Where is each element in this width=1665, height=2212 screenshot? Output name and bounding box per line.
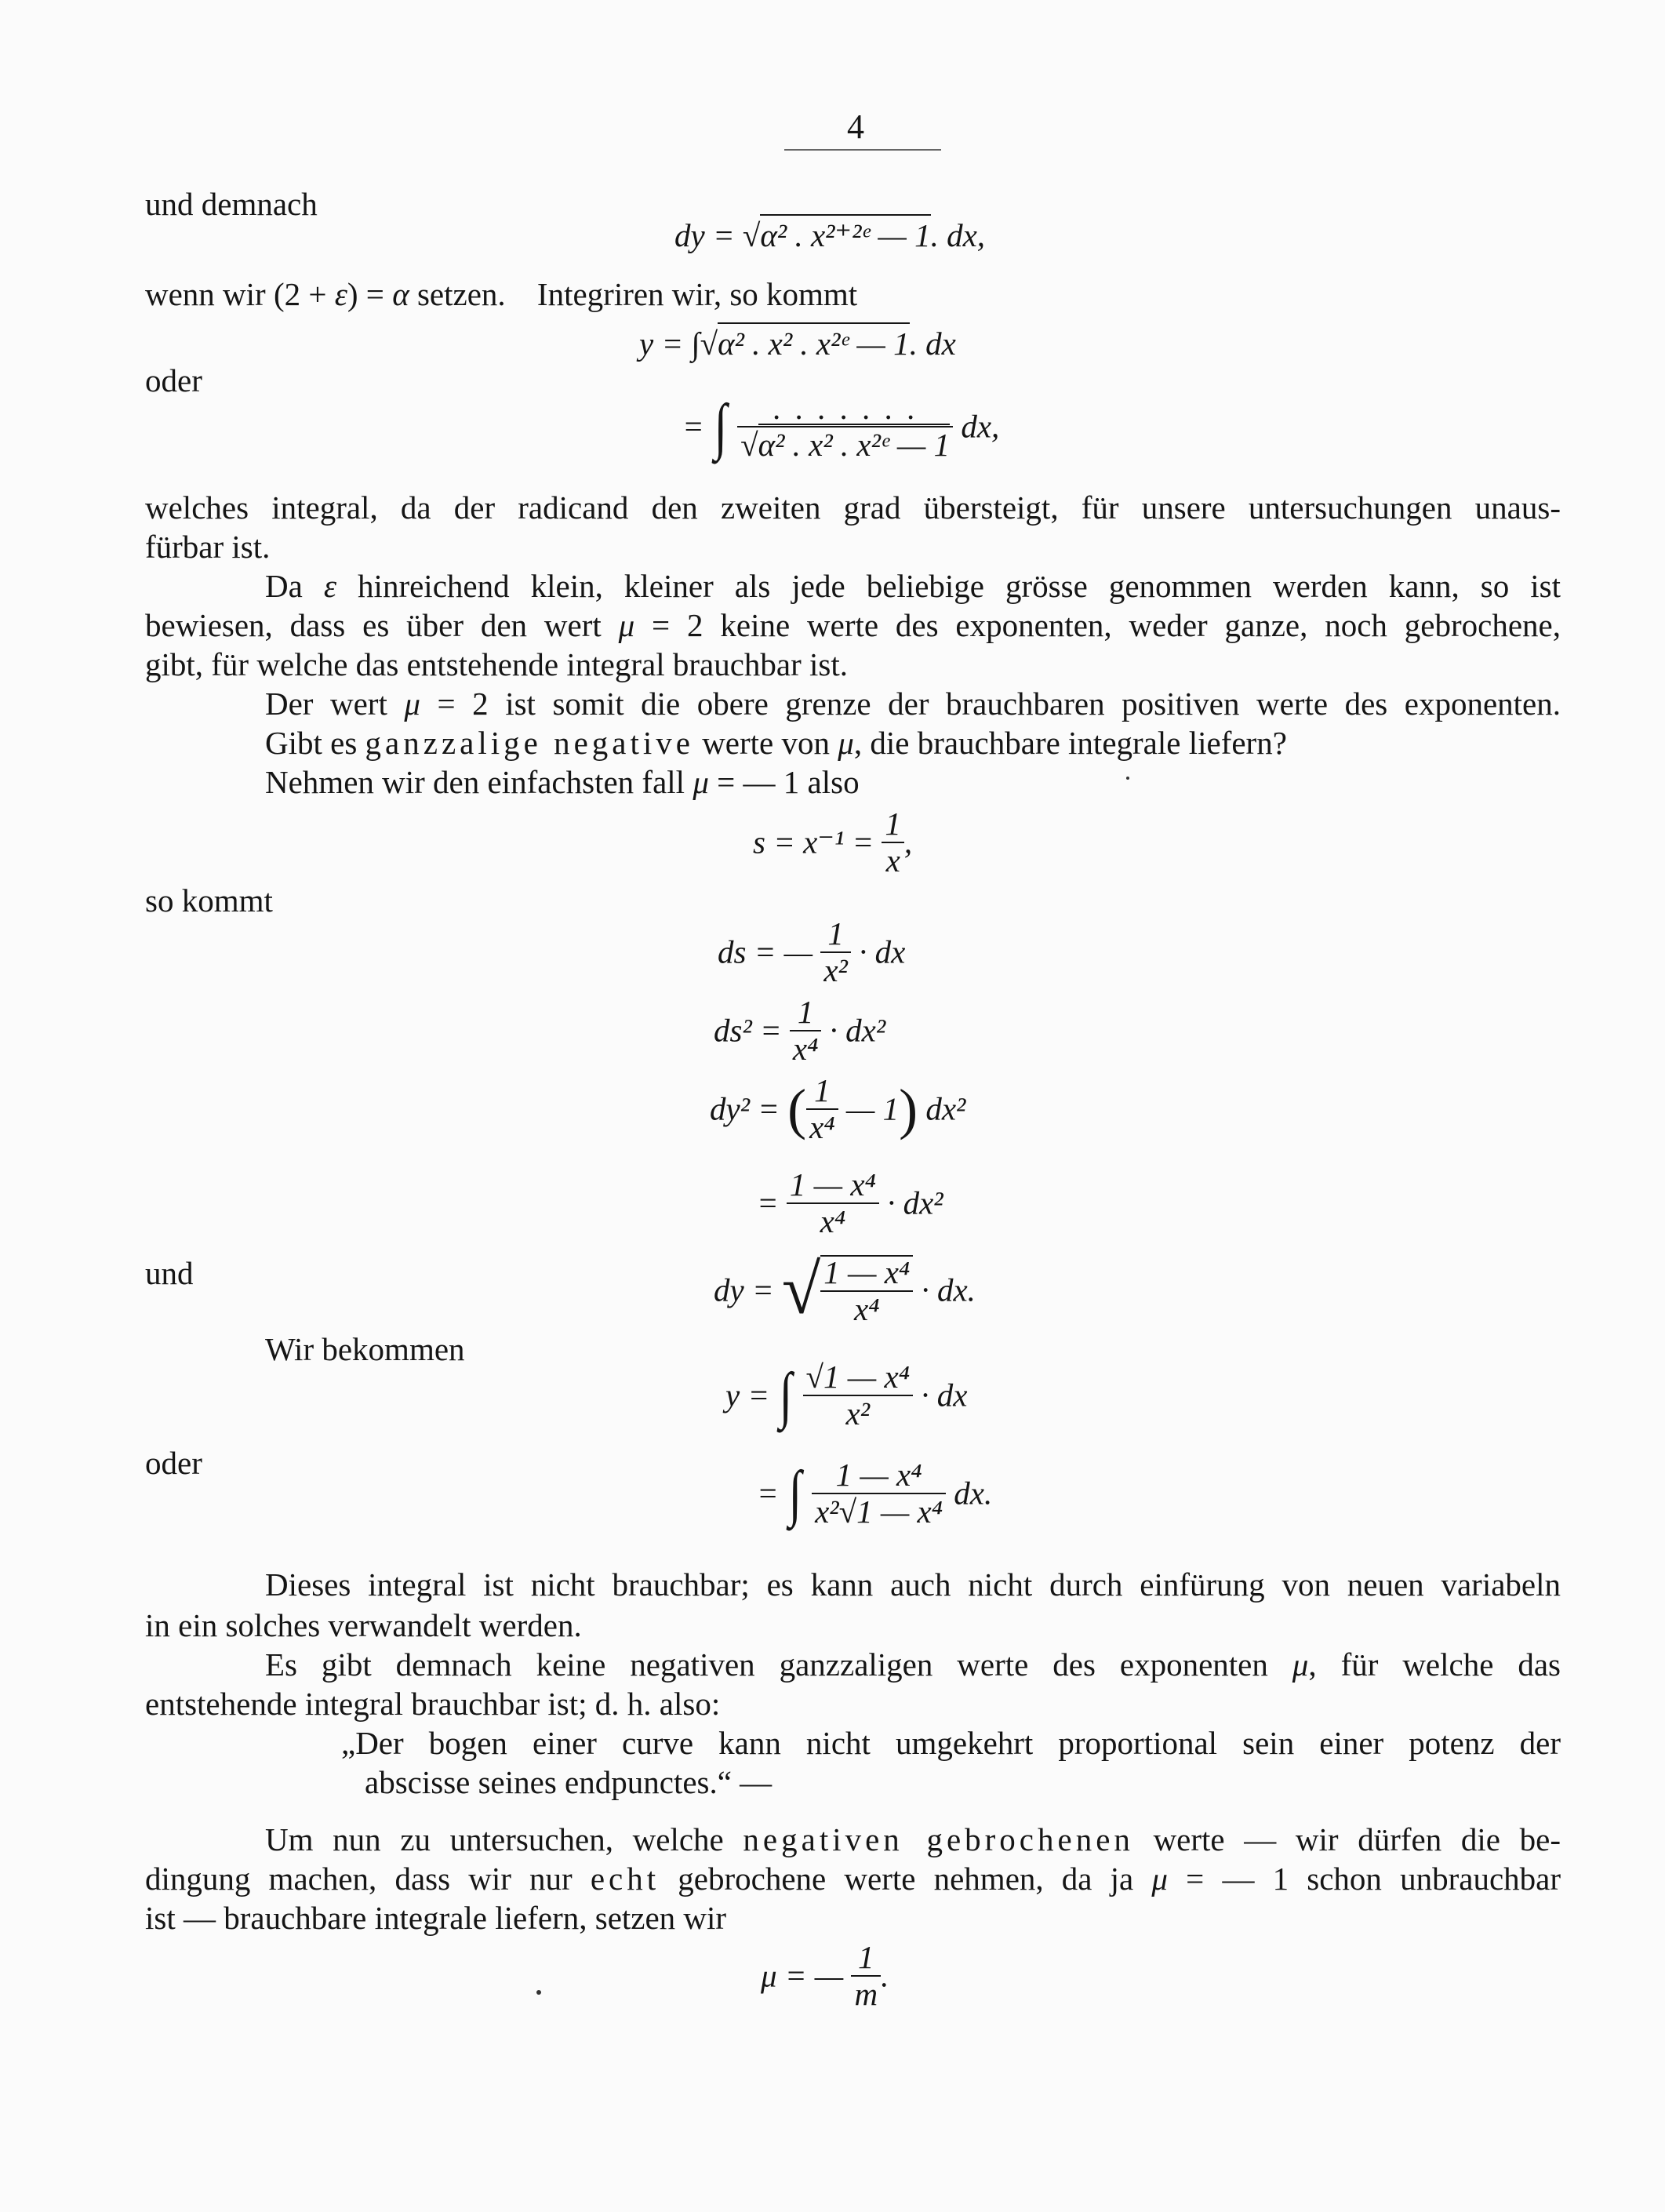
page-number: 4 <box>847 107 864 146</box>
text-line: Der wert μ = 2 ist somit die obere grenze der brauchbaren positiven werte des exponenten. <box>265 686 1561 722</box>
equation-ds: ds = — $\frac{1}{\text{x²}}$ · dx <box>718 915 906 988</box>
text-line: und <box>145 1255 194 1291</box>
quote-line: „Der bogen einer curve kann nicht umgekehrt proportional sein einer potenz der <box>341 1725 1561 1761</box>
text-line: Um nun zu untersuchen, welche negativen gebrochenen werte — wir dürfen die be- <box>265 1821 1561 1857</box>
text-line: so kommt <box>145 882 273 919</box>
text-line: fürbar ist. <box>145 529 271 565</box>
text-line: dingung machen, dass wir nur echt gebrochene werte nehmen, da ja μ = — 1 schon unbrauchbar <box>145 1861 1561 1897</box>
equation-mu: μ = — $\frac{1}{m}$ . <box>761 1939 889 2012</box>
equation-y-root: y = ∫ $\frac{\text{√1 — x⁴}}{\text{x²}}$ · dx <box>725 1359 968 1432</box>
equation-y-final: = ∫ $\frac{\text{1 — x⁴}}{\text{x²√1 — x⁴}}$ dx. <box>757 1457 993 1530</box>
text-line: entstehende integral brauchbar ist; d. h. also: <box>145 1686 721 1722</box>
equation-y-integral: y = ∫√α² . x² . x²ᵉ — 1. dx <box>639 328 956 360</box>
text-line: wenn wir (2 + ε) = α setzen. Integriren wir, so kommt <box>145 276 858 312</box>
equation-dy-root: dy = √ $\frac{\text{1 — x⁴}}{\text{x⁴}}$ · dx. <box>714 1251 976 1329</box>
quote-line: abscisse seines endpunctes.“ — <box>365 1764 773 1800</box>
text-line: oder <box>145 1445 202 1481</box>
header-rule <box>784 149 941 151</box>
text-line: Da ε hinreichend klein, kleiner als jede beliebige grösse genommen werden kann, so ist <box>265 568 1561 604</box>
text-line: ist — brauchbare integrale liefern, setzen wir <box>145 1900 727 1936</box>
text-line: und demnach <box>145 186 318 222</box>
text-line: welches integral, da der radicand den zweiten grad übersteigt, für unsere untersuchungen unaus- <box>145 489 1561 526</box>
equation-dy-squared: dy² = ( $\frac{1}{\text{x⁴}}$ — 1) dx² <box>710 1072 966 1145</box>
ink-speck <box>536 1990 541 1995</box>
text-line: Es gibt demnach keine negativen ganzzaligen werte des exponenten μ, für welche das <box>265 1646 1561 1683</box>
equation-integral-fraction: = ∫ $\frac{. . . . . . .}{\text{√α² . x² . x²ᵉ — 1}}$ dx, <box>682 390 1000 463</box>
ink-speck <box>1126 777 1129 780</box>
text-line: bewiesen, dass es über den wert μ = 2 keine werte des exponenten, weder ganze, noch gebrochene, <box>145 607 1561 643</box>
text-line: Wir bekommen <box>265 1331 465 1367</box>
equation-dy: dy = √α² . x²⁺²ᵉ — 1. dx, <box>674 220 985 252</box>
text-line: gibt, für welche das entstehende integral brauchbar ist. <box>145 646 848 682</box>
text-line: Nehmen wir den einfachsten fall μ = — 1 also <box>265 764 860 800</box>
equation-dy-squared-simplified: = $\frac{\text{1 — x⁴}}{\text{x⁴}}$ · dx² <box>757 1166 943 1239</box>
text-line: Dieses integral ist nicht brauchbar; es kann auch nicht durch einfürung von neuen variabeln <box>265 1566 1561 1603</box>
text-line: Gibt es ganzzalige negative werte von μ, die brauchbare integrale liefern? <box>265 725 1287 761</box>
text-line: in ein solches verwandelt werden. <box>145 1607 582 1643</box>
text-line: oder <box>145 362 202 398</box>
equation-ds-squared: ds² = $\frac{1}{\text{x⁴}}$ · dx² <box>714 994 886 1067</box>
equation-s: s = x⁻¹ = $\frac{1}{x}$ , <box>753 806 913 879</box>
